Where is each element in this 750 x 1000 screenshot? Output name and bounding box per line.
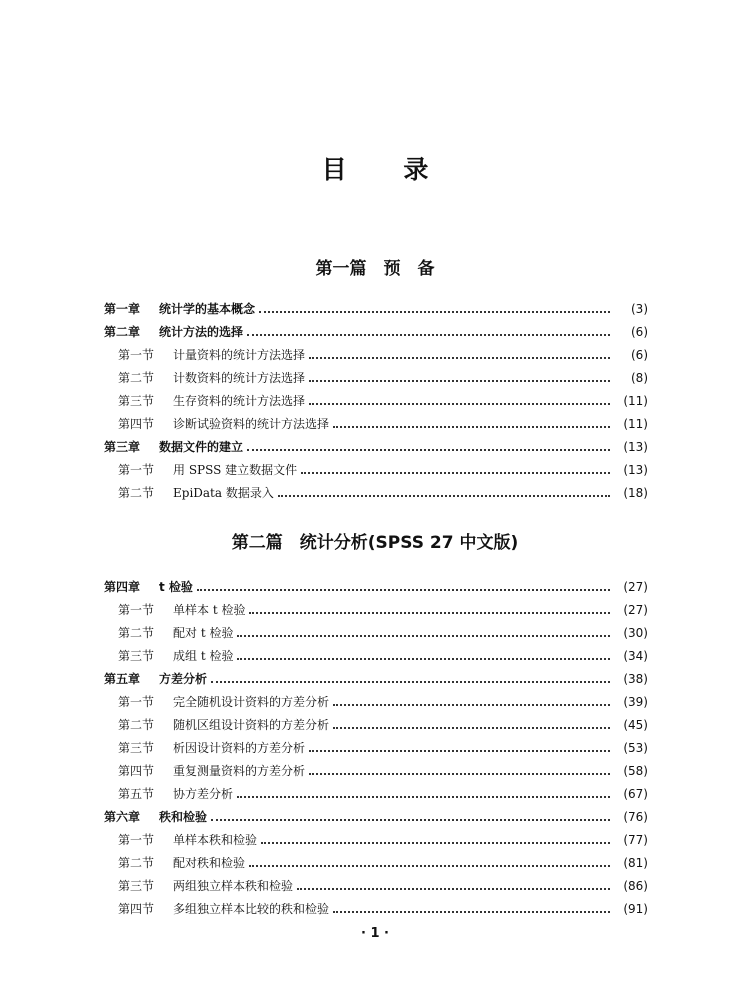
- entry-number: 第一节: [118, 833, 155, 847]
- entry-number: 第二章: [104, 325, 141, 339]
- entry-title: 统计方法的选择: [159, 325, 244, 339]
- toc-entry-section: [104, 874, 648, 897]
- toc-entry-section: [104, 412, 648, 435]
- toc-entry-section: [104, 621, 648, 644]
- dot-leader: [249, 865, 610, 867]
- entry-title: 统计学的基本概念: [159, 302, 256, 316]
- entry-title: 单样本 t 检验: [173, 603, 246, 617]
- page-number: · 1 ·: [361, 926, 389, 941]
- entry-number: 第二节: [118, 626, 155, 640]
- dot-leader: [211, 819, 610, 821]
- entry-page: (38): [623, 671, 648, 686]
- entry-page: (45): [623, 717, 648, 732]
- dot-leader: [259, 311, 610, 313]
- entry-title: 析因设计资料的方差分析: [173, 741, 306, 755]
- toc-entry-section: [104, 897, 648, 920]
- toc-entry-section: [104, 690, 648, 713]
- entry-page: (6): [631, 347, 648, 362]
- toc-entry-section: [104, 481, 648, 504]
- entry-number: 第二节: [118, 371, 155, 385]
- entry-title: 多组独立样本比较的秩和检验: [173, 902, 330, 916]
- entry-title: 方差分析: [159, 672, 208, 686]
- dot-leader: [247, 449, 610, 451]
- dot-leader: [237, 635, 610, 637]
- entry-page: (13): [623, 439, 648, 454]
- entry-page: (11): [623, 416, 648, 431]
- toc-list: [104, 297, 648, 504]
- entry-title: 数据文件的建立: [159, 440, 244, 454]
- entry-number: 第三节: [118, 879, 155, 893]
- entry-page: (30): [623, 625, 648, 640]
- entry-number: 第二节: [118, 718, 155, 732]
- entry-page: (86): [623, 878, 648, 893]
- dot-leader: [249, 612, 610, 614]
- dot-leader: [211, 681, 610, 683]
- entry-page: (53): [623, 740, 648, 755]
- entry-title: 配对 t 检验: [173, 626, 234, 640]
- dot-leader: [333, 911, 610, 913]
- dot-leader: [333, 426, 610, 428]
- dot-leader: [197, 589, 610, 591]
- entry-page: (39): [623, 694, 648, 709]
- entry-number: 第六章: [104, 810, 141, 824]
- entry-page: (81): [623, 855, 648, 870]
- toc-entry-section: [104, 389, 648, 412]
- toc-entry-section: [104, 713, 648, 736]
- entry-number: 第三节: [118, 741, 155, 755]
- entry-number: 第四节: [118, 902, 155, 916]
- dot-leader: [237, 796, 610, 798]
- entry-page: (91): [623, 901, 648, 916]
- toc-entry-section: [104, 782, 648, 805]
- entry-page: (3): [631, 301, 648, 316]
- entry-title: 随机区组设计资料的方差分析: [173, 718, 330, 732]
- toc-entry-chapter: [104, 435, 648, 458]
- toc-entry-section: [104, 343, 648, 366]
- entry-title: 计数资料的统计方法选择: [173, 371, 306, 385]
- entry-page: (77): [623, 832, 648, 847]
- entry-number: 第一节: [118, 603, 155, 617]
- toc-entry-section: [104, 366, 648, 389]
- entry-number: 第四章: [104, 580, 141, 594]
- entry-title: 生存资料的统计方法选择: [173, 394, 306, 408]
- toc-entry-section: [104, 851, 648, 874]
- entry-page: (27): [623, 602, 648, 617]
- toc-entry-chapter: [104, 297, 648, 320]
- entry-title: 协方差分析: [173, 787, 234, 801]
- entry-page: (8): [631, 370, 648, 385]
- dot-leader: [297, 888, 610, 890]
- entry-number: 第一节: [118, 695, 155, 709]
- entry-title: 配对秩和检验: [173, 856, 246, 870]
- entry-title: t 检验: [159, 580, 193, 594]
- page-title: 目 录: [321, 155, 453, 184]
- dot-leader: [261, 842, 610, 844]
- dot-leader: [278, 495, 610, 497]
- toc-entry-section: [104, 458, 648, 481]
- entry-page: (13): [623, 462, 648, 477]
- entry-page: (34): [623, 648, 648, 663]
- toc-entry-section: [104, 598, 648, 621]
- entry-title: 重复测量资料的方差分析: [173, 764, 306, 778]
- dot-leader: [333, 727, 610, 729]
- dot-leader: [309, 357, 610, 359]
- entry-number: 第三章: [104, 440, 141, 454]
- dot-leader: [309, 750, 610, 752]
- entry-page: (27): [623, 579, 648, 594]
- part-title: 第一篇 预 备: [315, 259, 435, 279]
- entry-number: 第四节: [118, 417, 155, 431]
- entry-number: 第二节: [118, 856, 155, 870]
- entry-number: 第五节: [118, 787, 155, 801]
- toc-entry-section: [104, 644, 648, 667]
- toc-entry-section: [104, 828, 648, 851]
- entry-page: (6): [631, 324, 648, 339]
- entry-title: 两组独立样本秩和检验: [173, 879, 294, 893]
- toc-entry-chapter: [104, 575, 648, 598]
- entry-number: 第一节: [118, 463, 155, 477]
- entry-title: 完全随机设计资料的方差分析: [173, 695, 330, 709]
- toc-entry-chapter: [104, 805, 648, 828]
- entry-number: 第五章: [104, 672, 141, 686]
- dot-leader: [309, 773, 610, 775]
- entry-page: (11): [623, 393, 648, 408]
- entry-page: (58): [623, 763, 648, 778]
- entry-page: (67): [623, 786, 648, 801]
- toc-entry-section: [104, 759, 648, 782]
- toc-entry-chapter: [104, 320, 648, 343]
- dot-leader: [309, 403, 610, 405]
- entry-number: 第二节: [118, 486, 155, 500]
- entry-number: 第一节: [118, 348, 155, 362]
- entry-title: 秩和检验: [159, 810, 208, 824]
- dot-leader: [237, 658, 610, 660]
- entry-page: (76): [623, 809, 648, 824]
- entry-number: 第三节: [118, 649, 155, 663]
- dot-leader: [333, 704, 610, 706]
- dot-leader: [247, 334, 610, 336]
- entry-title: 用 SPSS 建立数据文件: [173, 463, 298, 477]
- toc-entry-chapter: [104, 667, 648, 690]
- part-title: 第二篇 统计分析(SPSS 27 中文版): [231, 533, 519, 553]
- entry-title: 诊断试验资料的统计方法选择: [173, 417, 330, 431]
- entry-number: 第一章: [104, 302, 141, 316]
- entry-number: 第三节: [118, 394, 155, 408]
- entry-title: 计量资料的统计方法选择: [173, 348, 306, 362]
- entry-number: 第四节: [118, 764, 155, 778]
- toc-entry-section: [104, 736, 648, 759]
- dot-leader: [309, 380, 610, 382]
- entry-title: 单样本秩和检验: [173, 833, 258, 847]
- toc-list: [104, 575, 648, 920]
- entry-title: 成组 t 检验: [173, 649, 234, 663]
- dot-leader: [301, 472, 610, 474]
- entry-title: EpiData 数据录入: [173, 486, 274, 500]
- entry-page: (18): [623, 485, 648, 500]
